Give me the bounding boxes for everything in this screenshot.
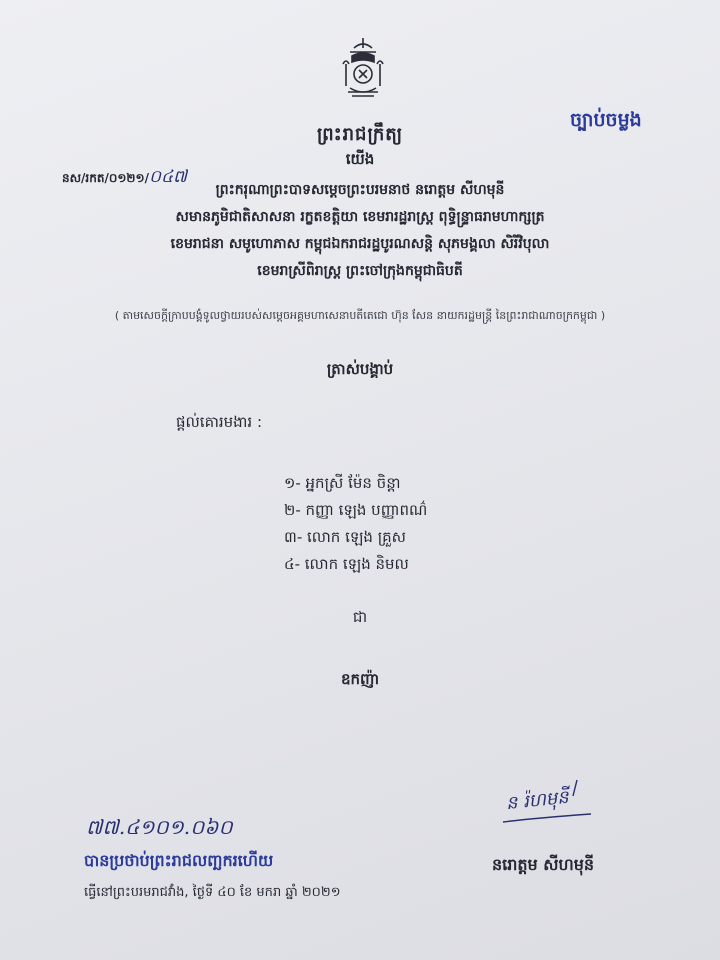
decree-heading: ត្រាស់បង្គាប់ xyxy=(326,360,394,378)
handwritten-number: ៧៧.៤១០១.០៦០ xyxy=(86,815,233,839)
royal-we: យើង xyxy=(345,150,375,168)
recipient-3: ៣- លោក ឡេង គ្រួស xyxy=(284,528,406,546)
reference-number-printed: នស/រកត/០១២១/ xyxy=(62,171,149,185)
signatory-name: នរោត្តម សីហមុនី xyxy=(492,855,595,874)
honor-title: ឧកញ៉ា xyxy=(340,670,380,688)
royal-emblem-icon xyxy=(340,34,386,102)
reference-number-handwritten: ០៤៧ xyxy=(148,167,188,187)
proposal-line: ( តាមសេចក្តីក្រាបបង្គំទូលថ្វាយរបស់សម្តេចអគ្គមហាសេនាបតីតេជោ ហ៊ុន សែន នាយករដ្ឋមន្ត្រី នៃព្រះរាជាណាចក្រកម្ពុជា ) xyxy=(114,309,606,322)
award-label: ផ្តល់គោរមងារ : xyxy=(176,413,262,431)
royal-line-2: សមានភូមិជាតិសាសនា រក្ខតខត្តិយា ខេមរារដ្ឋរាស្ត្រ ពុទ្ធិន្ទ្រាធរាមហាក្សត្រ xyxy=(175,209,545,225)
recipient-4: ៤- លោក ឡេង និមល xyxy=(284,555,409,573)
document-title: ព្រះរាជក្រឹត្យ xyxy=(316,124,404,145)
signature: ន រ៉ហមុនី xyxy=(504,786,570,815)
signature-stroke-icon xyxy=(495,778,595,830)
royal-line-1: ព្រះករុណាព្រះបាទសម្តេចព្រះបរមនាថ នរោត្តម សីហមុនី xyxy=(215,182,505,198)
recipient-1: ១- អ្នកស្រី ម៉ែន ចិន្តា xyxy=(284,474,401,492)
date-line: ធ្វើនៅព្រះបរមរាជវាំង, ថ្ងៃទី ៤០ ខែ មករា ឆ្នាំ ២០២១ xyxy=(84,885,341,900)
sealed-stamp-text: បានប្រថាប់ព្រះរាជលញ្ឆករហើយ xyxy=(84,851,274,870)
royal-line-3: ខេមរាជនា សមូហោភាស កម្ពុជឯករាជរដ្ឋបូរណសន្តិ សុភមង្គលា សិរីវិបុលា xyxy=(170,236,550,252)
recipient-2: ២- កញ្ញា ឡេង បញ្ញាពណ៌ xyxy=(284,501,428,519)
copy-stamp: ច្បាប់ចម្លង xyxy=(570,109,642,131)
as-word: ជា xyxy=(352,608,368,626)
royal-line-4: ខេមរាស្រីពិរាស្ត្រ ព្រះចៅក្រុងកម្ពុជាធិបតី xyxy=(257,263,463,279)
